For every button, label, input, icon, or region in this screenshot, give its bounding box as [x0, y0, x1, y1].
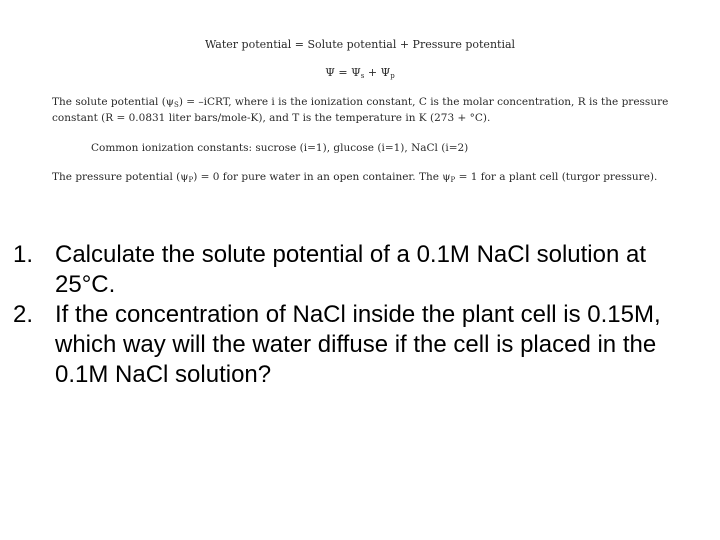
solute-potential-constants: constant (R = 0.0831 liter bars/mole-K), and T is the temperature in K (273 + °C). [52, 112, 491, 124]
psi-p-symbol: Ψ [380, 66, 391, 79]
symbol-equation [0, 66, 720, 80]
solute-potential-definition: The solute potential $(\psi_S)$ = –iCRT, where i is the ionization constant, C is the molar concentration, R is the pressure [52, 96, 669, 109]
pressure-potential-definition: The pressure potential $(\psi_P) = 0$ for pure water in an open container. The $\psi_P = 1$ for a plant cell (turgor pressure). [52, 171, 658, 184]
question-text: If the concentration of NaCl inside the plant cell is 0.15M, which way will the water diffuse if the cell is placed in the 0.1M NaCl solution? [55, 301, 661, 388]
question-text: Calculate the solute potential of a 0.1M NaCl solution at 25°C. [55, 241, 647, 298]
question-item [0, 240, 705, 300]
question-list [0, 240, 720, 390]
question-item [0, 300, 705, 390]
water-potential-equation: Water potential = Solute potential + Pressure potential [204, 38, 516, 51]
psi-s-symbol: Ψ [351, 66, 361, 79]
plus-sign: + [364, 66, 381, 79]
question-number: 2. [13, 301, 34, 328]
question-number: 1. [13, 241, 34, 268]
p-subscript: p [390, 72, 395, 80]
ionization-constants: Common ionization constants: sucrose (i=1), glucose (i=1), NaCl (i=2) [91, 142, 469, 154]
s-subscript: s [360, 72, 365, 80]
equals-sign: = [334, 66, 352, 79]
psi-symbol: Ψ [325, 66, 335, 79]
